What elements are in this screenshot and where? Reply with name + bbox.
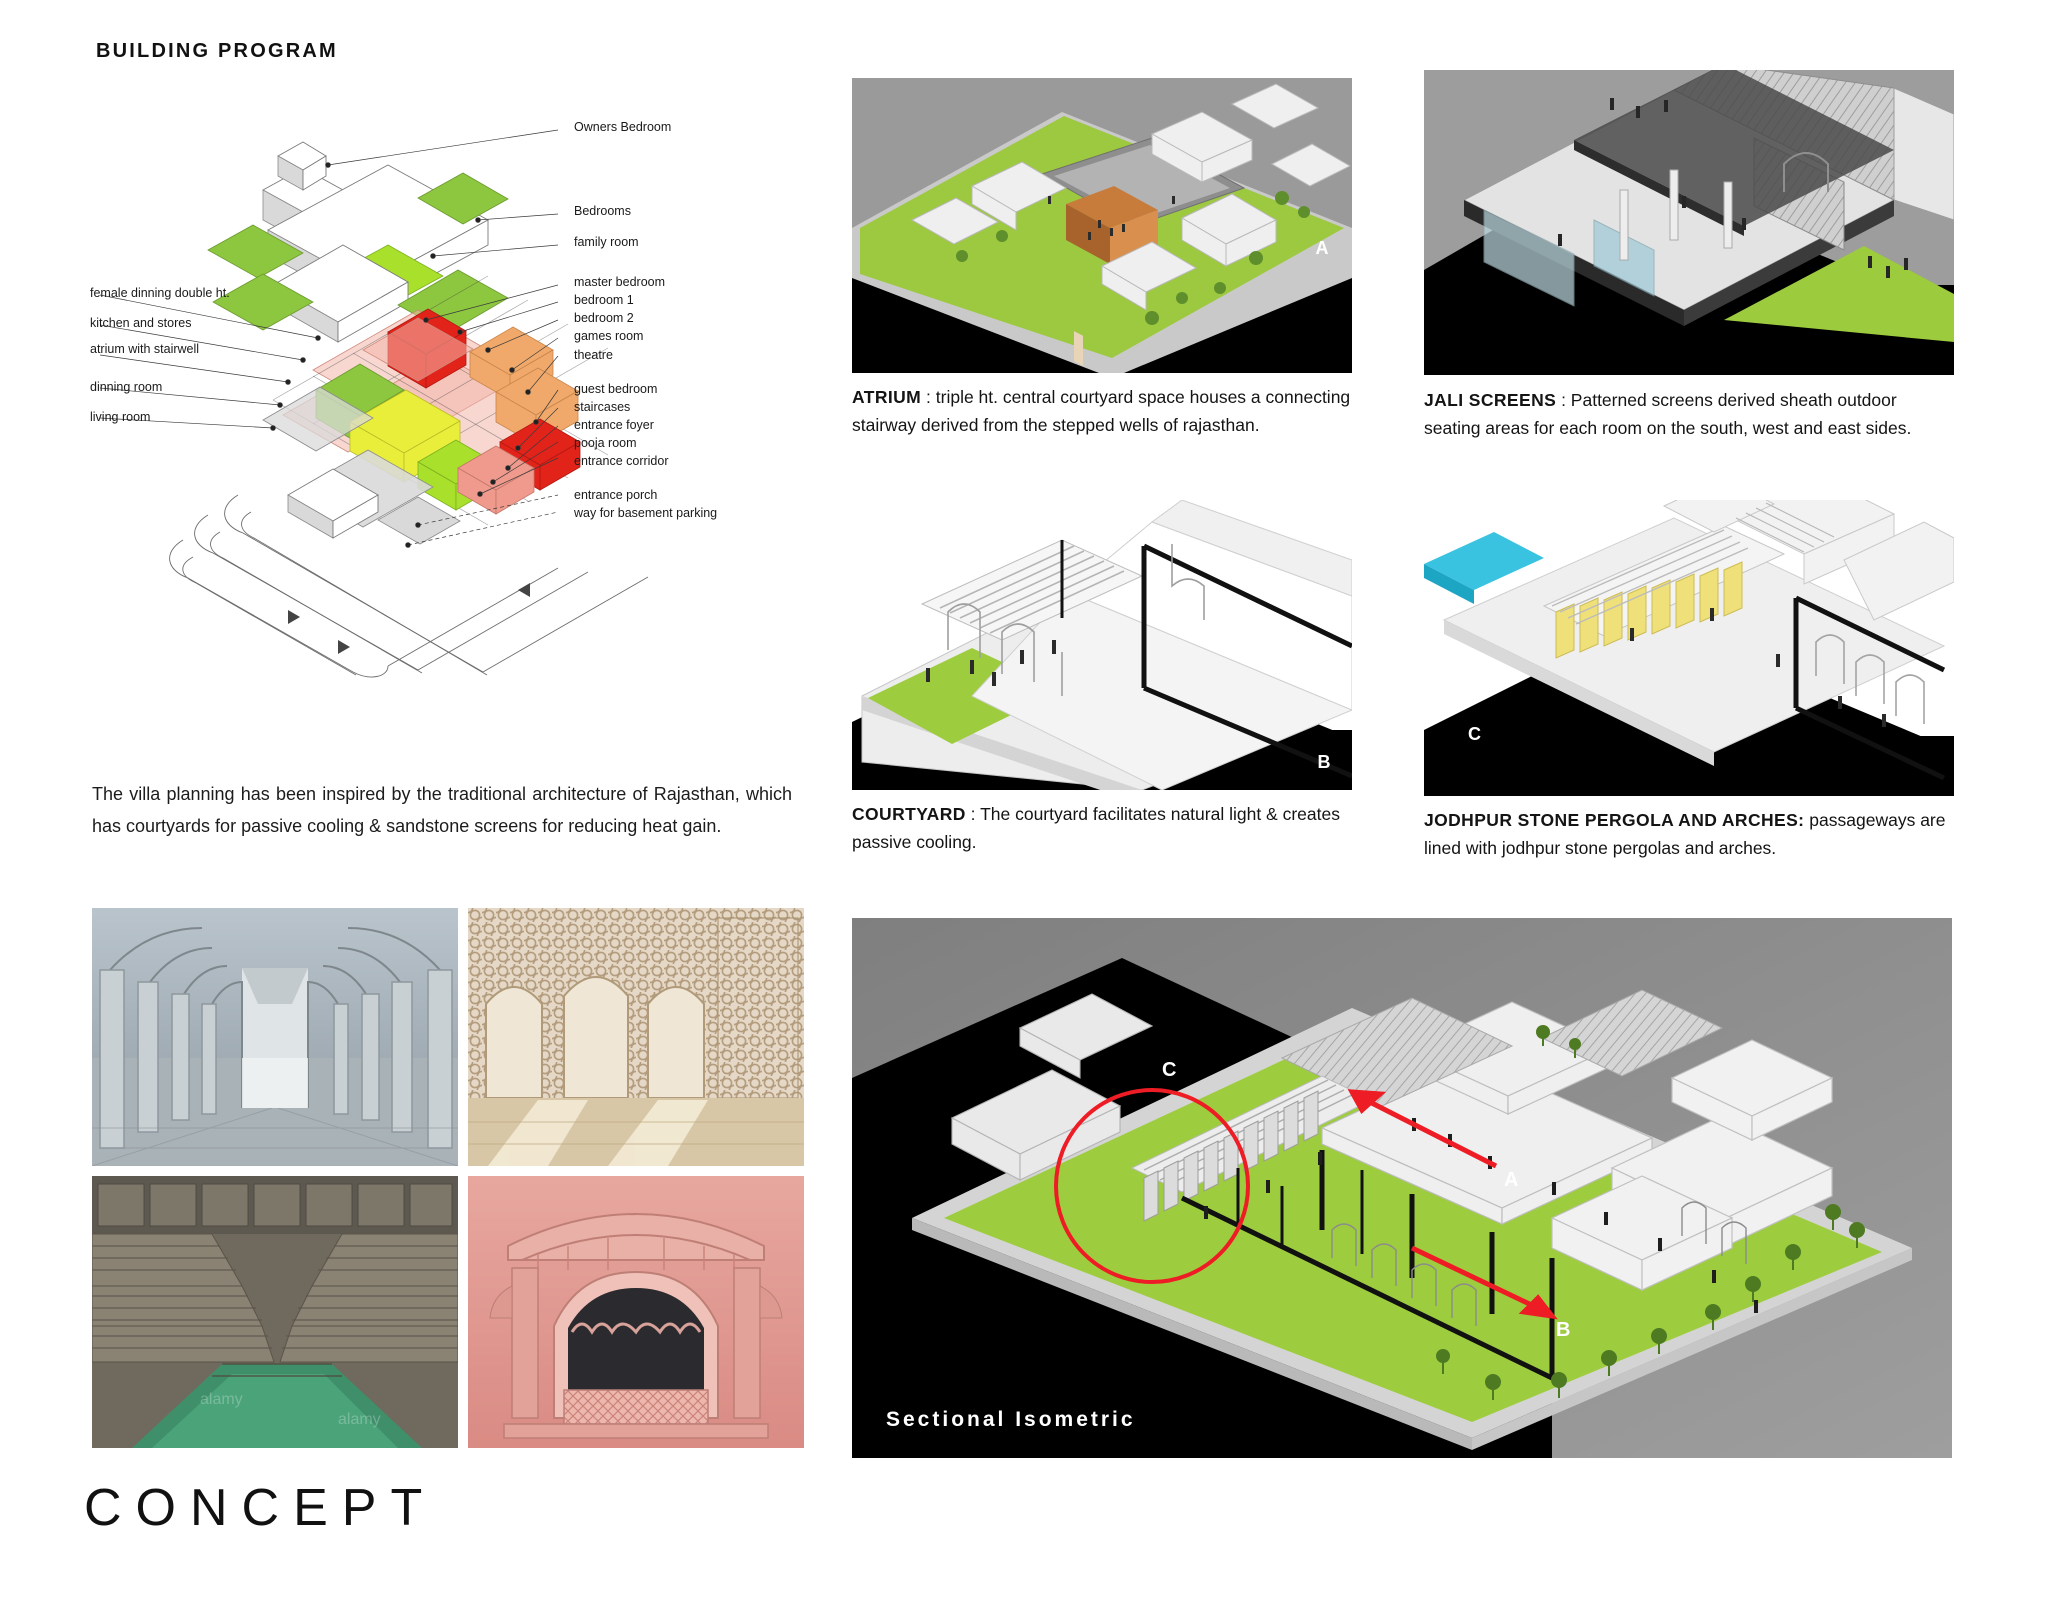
courtyard-image	[852, 500, 1352, 790]
atrium-caption-title: ATRIUM	[852, 387, 922, 407]
program-label-theatre: theatre	[574, 348, 613, 362]
program-label-games-room: games room	[574, 329, 644, 343]
atrium-caption	[852, 383, 1352, 439]
atrium-caption-body: : triple ht. central courtyard space houses a connecting stairway derived from the stepped wells of rajasthan.	[852, 387, 1351, 435]
page-title: BUILDING PROGRAM	[96, 40, 338, 62]
courtyard-caption	[852, 800, 1352, 856]
jali-caption-title: JALI SCREENS	[1424, 390, 1557, 410]
svg-text:B: B	[1317, 752, 1331, 772]
program-label-staircases: staircases	[574, 400, 631, 414]
pergola-caption	[1424, 806, 1954, 862]
program-label-pooja-room: pooja room	[574, 436, 637, 450]
program-label-basement-parking: way for basement parking	[574, 506, 718, 520]
jali-caption	[1424, 386, 1954, 442]
sectional-isometric-caption: Sectional Isometric	[886, 1408, 1136, 1431]
program-axonometric-svg	[88, 70, 800, 720]
program-label-family-room: family room	[574, 235, 639, 249]
program-label-kitchen-stores: kitchen and stores	[90, 316, 192, 330]
program-label-living-room: living room	[90, 410, 151, 424]
atrium-image	[852, 78, 1352, 373]
pergola-caption-title: JODHPUR STONE PERGOLA AND ARCHES:	[1424, 810, 1805, 830]
program-label-bedrooms: Bedrooms	[574, 204, 631, 218]
photo-stepwell	[92, 1176, 458, 1448]
svg-text:A: A	[1504, 1169, 1519, 1191]
courtyard-caption-body: : The courtyard facilitates natural light & creates passive cooling.	[852, 804, 1340, 852]
svg-text:C: C	[1468, 724, 1481, 744]
svg-text:B: B	[1556, 1319, 1571, 1341]
concept-paragraph: The villa planning has been inspired by the traditional architecture of Rajasthan, which has courtyards for passive cooling & sandstone screens for reducing heat gain.	[92, 784, 792, 836]
program-label-owners-bedroom: Owners Bedroom	[574, 120, 672, 134]
photo-sandstone-jharokha	[468, 1176, 804, 1448]
svg-text:alamy: alamy	[200, 1391, 243, 1408]
photo-colonnade-hall	[92, 908, 458, 1166]
footer-title: CONCEPT	[84, 1479, 437, 1537]
svg-text:A: A	[1315, 238, 1329, 258]
jali-caption-body: : Patterned screens derived sheath outdoor seating areas for each room on the south, west and east sides.	[1424, 390, 1912, 438]
photo-jali-screen-interior	[468, 908, 804, 1166]
svg-text:alamy: alamy	[338, 1411, 381, 1428]
program-label-master-bedroom: master bedroom	[574, 275, 666, 289]
courtyard-caption-title: COURTYARD	[852, 804, 966, 824]
program-label-bedroom-2: bedroom 2	[574, 311, 634, 325]
program-label-bedroom-1: bedroom 1	[574, 293, 634, 307]
svg-text:C: C	[1162, 1059, 1177, 1081]
program-label-entrance-porch: entrance porch	[574, 488, 658, 502]
reference-photo-grid	[92, 908, 804, 1448]
program-label-entrance-foyer: entrance foyer	[574, 418, 654, 432]
building-program-diagram	[88, 70, 800, 720]
program-label-guest-bedroom: guest bedroom	[574, 382, 658, 396]
pergola-image	[1424, 500, 1954, 796]
program-label-dinning-room: dinning room	[90, 380, 163, 394]
building-program-heading-wrap	[96, 40, 796, 63]
jali-screens-image	[1424, 70, 1954, 375]
pergola-caption-body: passageways are lined with jodhpur stone pergolas and arches.	[1424, 810, 1946, 858]
program-label-female-dinning: female dinning double ht.	[90, 286, 230, 300]
program-label-entrance-corridor: entrance corridor	[574, 454, 669, 468]
sectional-isometric-image	[852, 918, 1952, 1458]
program-label-atrium-stairwell: atrium with stairwell	[90, 342, 200, 356]
